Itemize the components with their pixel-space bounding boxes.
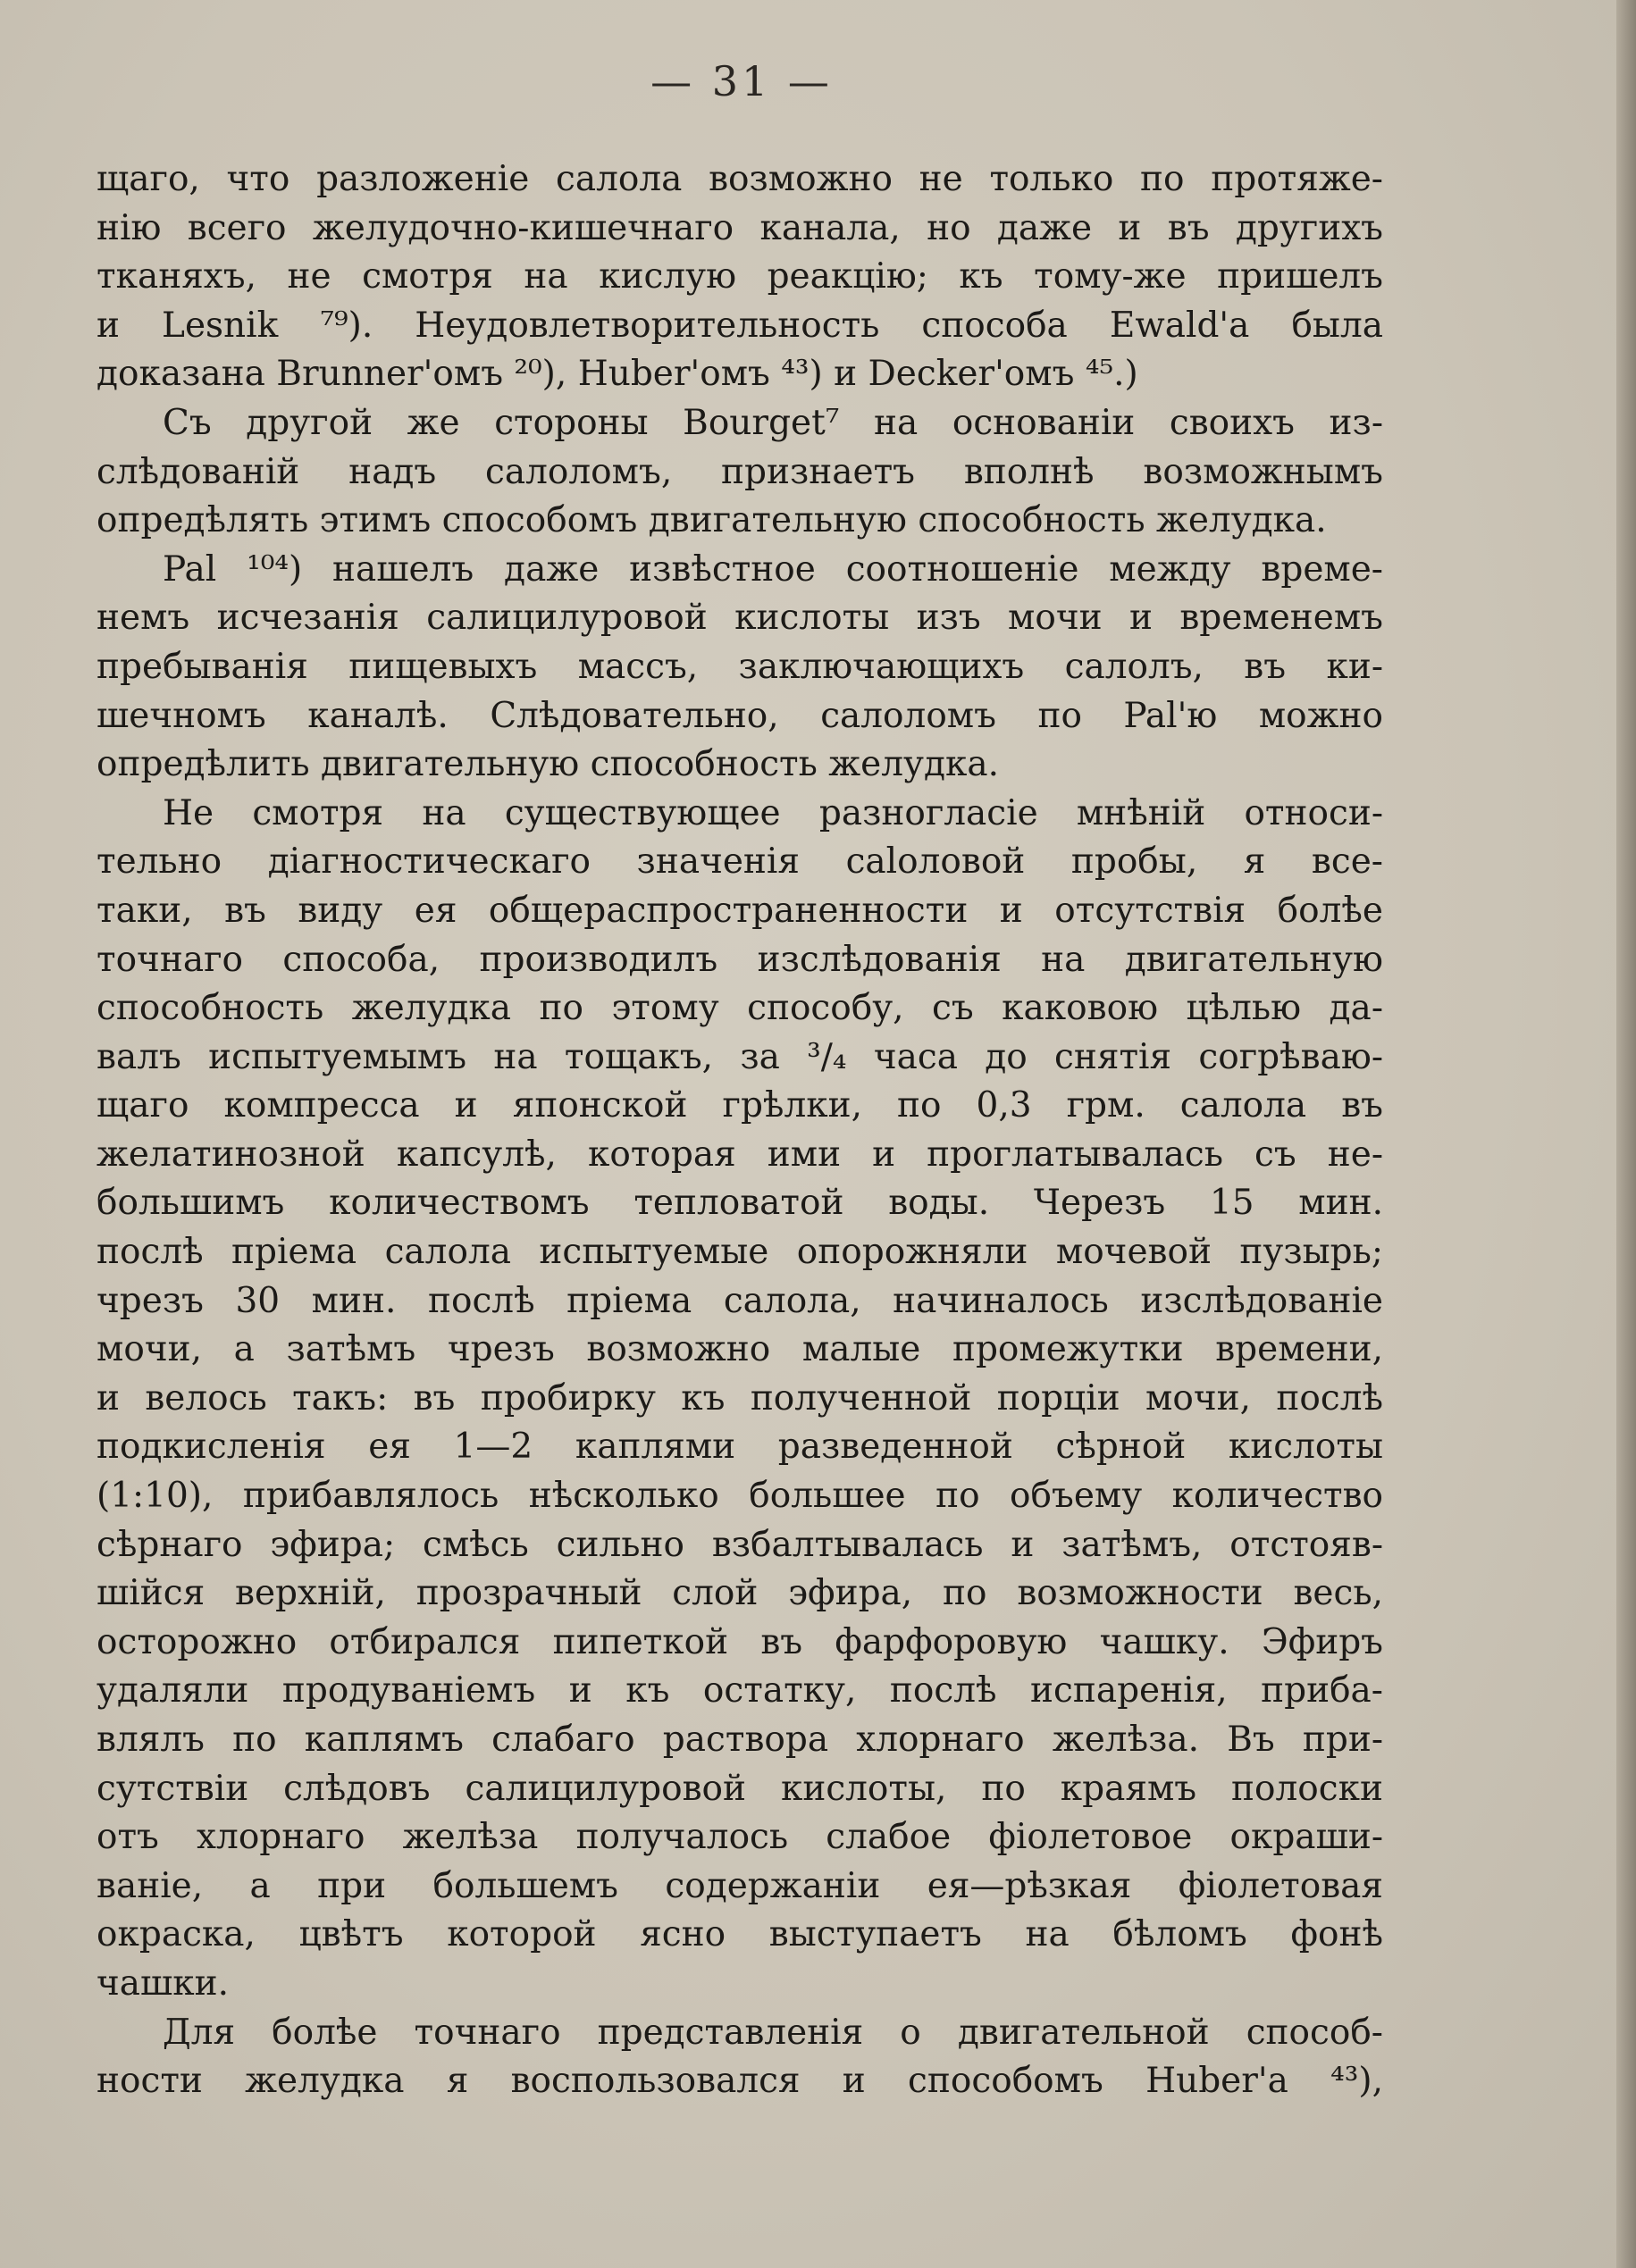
- text-line: щаго компресса и японской грѣлки, по 0,3 грм. салола въ: [96, 1085, 1383, 1126]
- text-line: подкисленія ея 1—2 каплями разведенной сѣрной кислоты: [96, 1427, 1383, 1468]
- text-line: шечномъ каналѣ. Слѣдовательно, салоломъ по Pal'ю можно: [96, 695, 1383, 736]
- text-line: доказана Brunner'омъ ²⁰), Huber'омъ ⁴³) и Decker'омъ ⁴⁵.): [96, 354, 1138, 395]
- text-line: тельно діагностическаго значенія саloловой пробы, я все-: [96, 841, 1383, 883]
- text-line: тканяхъ, не смотря на кислую реакцію; къ тому-же пришелъ: [96, 256, 1383, 297]
- text-line: чашки.: [96, 1963, 230, 2004]
- text-line: отъ хлорнаго желѣза получалось слабое фіолетовое окраши-: [96, 1817, 1383, 1858]
- text-line: точнаго способа, производилъ изслѣдованія на двигательную: [96, 939, 1383, 980]
- text-line: щаго, что разложеніе салола возможно не только по протяже-: [96, 159, 1383, 199]
- text-line: опредѣлять этимъ способомъ двигательную способность желудка.: [96, 500, 1327, 541]
- text-line: Съ другой же стороны Bourget⁷ на основаніи своихъ из-: [163, 402, 1383, 443]
- text-line: валъ испытуемымъ на тощакъ, за ³/₄ часа до снятія согрѣваю-: [96, 1036, 1383, 1077]
- text-line: желатинозной капсулѣ, которая ими и проглатывалась съ не-: [96, 1134, 1383, 1175]
- text-line: ваніе, а при большемъ содержаніи ея—рѣзкая фіолетовая: [96, 1865, 1383, 1906]
- text-line: влялъ по каплямъ слабаго раствора хлорнаго желѣза. Въ при-: [96, 1720, 1383, 1760]
- text-line: и Lesnik ⁷⁹). Неудовлетворительность способа Ewald'а была: [96, 305, 1383, 346]
- text-line: ности желудка я воспользовался и способомъ Huber'а ⁴³),: [96, 2061, 1383, 2102]
- text-line: послѣ пріема салола испытуемые опорожняли мочевой пузырь;: [96, 1232, 1383, 1273]
- text-line: пребыванія пищевыхъ массъ, заключающихъ салолъ, въ ки-: [96, 646, 1383, 687]
- text-line: Pal ¹⁰⁴) нашелъ даже извѣстное соотношеніе между време-: [163, 548, 1383, 590]
- text-line: Не смотря на существующее разногласіе мнѣній относи-: [163, 792, 1383, 833]
- text-line: опредѣлить двигательную способность желудка.: [96, 744, 999, 785]
- body-text: [96, 155, 1383, 2106]
- text-line: чрезъ 30 мин. послѣ пріема салола, начиналось изслѣдованіе: [96, 1280, 1383, 1321]
- text-line: (1:10), прибавлялось нѣсколько большее по объему количество: [96, 1476, 1383, 1517]
- text-line: способность желудка по этому способу, съ каковою цѣлью да-: [96, 988, 1383, 1029]
- text-line: нію всего желудочно-кишечнаго канала, но даже и въ другихъ: [96, 207, 1383, 248]
- text-line: мочи, а затѣмъ чрезъ возможно малые промежутки времени,: [96, 1329, 1383, 1370]
- page-number: — 31 —: [650, 57, 833, 105]
- text-line: таки, въ виду ея общераспространенности и отсутствія болѣе: [96, 890, 1383, 931]
- text-line: Для болѣе точнаго представленія о двигательной способ-: [163, 2012, 1383, 2053]
- text-line: удаляли продуваніемъ и къ остатку, послѣ испаренія, приба-: [96, 1670, 1383, 1711]
- text-line: сутствіи слѣдовъ салицилуровой кислоты, по краямъ полоски: [96, 1768, 1383, 1809]
- page-edge: [1616, 0, 1636, 2268]
- text-line: слѣдованій надъ салоломъ, признаетъ вполнѣ возможнымъ: [96, 451, 1383, 492]
- text-line: осторожно отбирался пипеткой въ фарфоровую чашку. Эфиръ: [96, 1621, 1383, 1662]
- text-line: окраска, цвѣтъ которой ясно выступаетъ на бѣломъ фонѣ: [96, 1914, 1383, 1955]
- text-line: сѣрнаго эфира; смѣсь сильно взбалтывалась и затѣмъ, отстояв-: [96, 1524, 1383, 1565]
- text-line: шійся верхній, прозрачный слой эфира, по возможности весь,: [96, 1573, 1383, 1614]
- text-line: и велось такъ: въ пробирку къ полученной порціи мочи, послѣ: [96, 1377, 1383, 1419]
- text-line: большимъ количествомъ тепловатой воды. Черезъ 15 мин.: [96, 1183, 1383, 1224]
- text-line: немъ исчезанія салицилуровой кислоты изъ мочи и временемъ: [96, 598, 1383, 639]
